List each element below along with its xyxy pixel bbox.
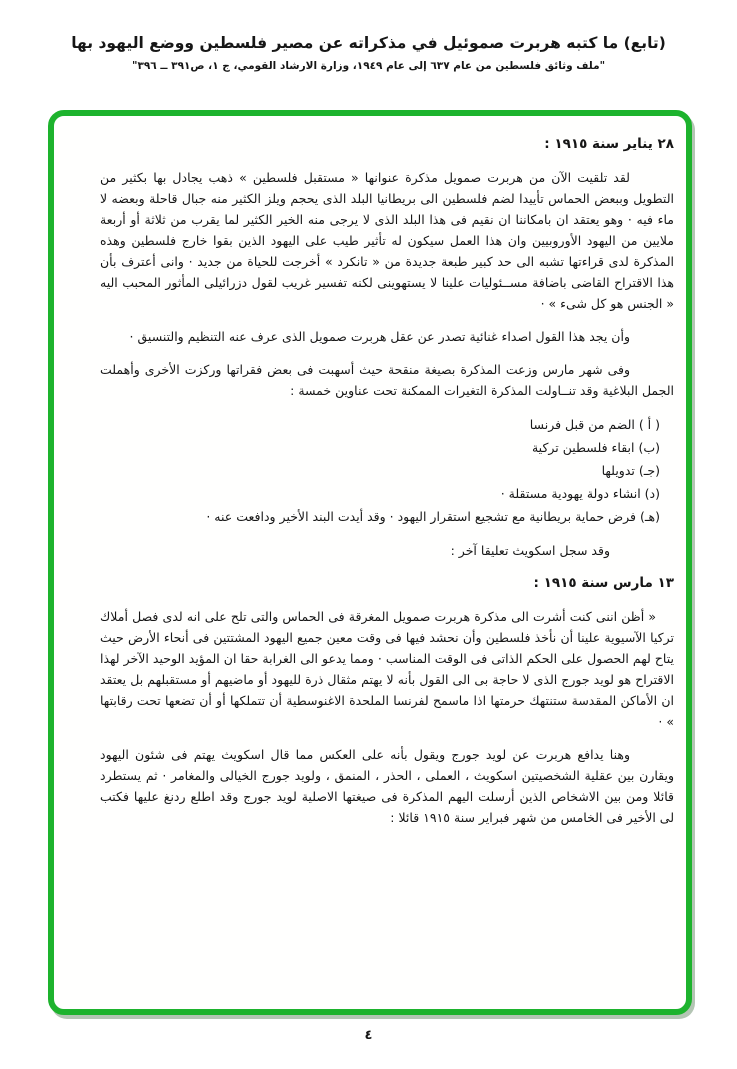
paragraph-memo-received: لقد تلقيت الآن من هربرت صمويل مذكرة عنوانها « مستقبل فلسطين » ذهب يجادل بها بكثير من التطويل وببعض الحماس تأييدا لضم فلسطين الى بريطانيا البلد الذى يحجم ويلز الكثير منه جبال قاحلة وبعضه لا ماء فيه · وهو يعتقد ان بامكاننا ان نقيم فى هذا البلد الذى لا يرجى منه الخير الكثير لما يقرب من ثلاثة أو أربعة ملايين من اليهود الأوروبيين وان هذا العمل سيكون له تأثير طيب على اليهود الذين بقوا خارج فلسطين وهذه المذكرة لدى قراءتها تشبه الى حد كبير طبعة جديدة من « تانكرد » أخرجت للحياة من جديد · وانى أعترف بأن هذا الاقتراح القاضى باضافة مســئوليات علينا لا يستهوينى لكنه تفسير غريب لقول دزرائيلى المأثور المحبب اليه « الجنس هو كل شىء » ·	[100, 170, 674, 311]
section-heading-march-13-1915: ١٣ مارس سنة ١٩١٥ :	[533, 575, 674, 591]
paragraph-lyrical-echoes: وأن يجد هذا القول اصداء غنائية تصدر عن عقل هربرت صمويل الذى عرف عنه التنظيم والتنسيق ·	[129, 329, 630, 344]
section-heading-january-28-1915: ٢٨ يناير سنة ١٩١٥ :	[544, 136, 674, 152]
list-item-annexation-france: ( أ ) الضم من قبل فرنسا	[529, 417, 660, 432]
document-header	[0, 32, 737, 72]
paragraph-asquith-comment: وقد سجل اسكويث تعليقا آخر :	[450, 543, 610, 558]
page-number: ٤	[364, 1028, 373, 1043]
document-title: (تابع) ما كتبه هربرت صموئيل في مذكراته عن مصير فلسطين ووضع اليهود بها	[71, 34, 666, 52]
list-item-remain-turkish: (ب) ابقاء فلسطين تركية	[531, 440, 660, 455]
paragraph-asquith-quote: « أظن اننى كنت أشرت الى مذكرة هربرت صمويل المغرقة فى الحماس والتى تلح على انه لدى فصل أملاك تركيا الآسيوية علينا أن نأخذ فلسطين وأن نحشد فيها فى وقت معين جميع اليهود المشتتين فى أنحاء الأرض حيث يتاح لهم الحصول على الحكم الذاتى فى الوقت المناسب · ومما يدعو الى الغرابة حقا ان المؤيد الوحيد الآخر لهذا الاقتراح هو لويد جورج الذى لا حاجة بى الى القول بأنه لا يهتم مثقال ذرة لليهود أو ماضيهم أو مستقبلهم بل يعتقد ان الأماكن المقدسة ستنتهك حرمتها اذا ماسمح لفرنسا الملحدة الاغنوسطية أن تتملكها أو أن تضعها تحت رقابتها » ·	[100, 609, 674, 729]
list-item-british-protection: (هـ) فرض حماية بريطانية مع تشجيع استقرار اليهود · وقد أيدت البند الأخير ودافعت عنه ·	[206, 509, 660, 524]
paragraph-march-revision: وفى شهر مارس وزعت المذكرة بصيغة منقحة حيث أسهبت فى بعض فقراتها وركزت الأخرى وأهملت الجمل البلاغية وقد تنــاولت المذكرة التغيرات الممكنة تحت عناوين خمسة :	[100, 362, 674, 398]
list-item-internationalization: (جـ) تدويلها	[601, 463, 660, 478]
memo-options-list	[100, 413, 674, 528]
content-frame	[48, 110, 692, 1015]
list-item-jewish-state: (د) انشاء دولة يهودية مستقلة ·	[500, 486, 660, 501]
document-body	[54, 116, 686, 828]
paragraph-herbert-defends-lloyd-george: وهنا يدافع هربرت عن لويد جورج ويقول بأنه على العكس مما قال اسكويث يهتم فى شئون اليهود ويقارن بين عقلية الشخصيتين اسكويث ، العملى ، الحذر ، المنمق ، ولويد جورج الخيالى والمغامر · ثم يستطرد قائلا ومن بين الاشخاص الذين أرسلت اليهم المذكرة فى صيغتها الاصلية لويد جورج وقد اطلع ردنغ عليها فكتب لى الأخير فى الخامس من شهر فبراير سنة ١٩١٥ قائلا :	[100, 747, 674, 825]
source-citation: "ملف وثائق فلسطين من عام ٦٣٧ إلى عام ١٩٤٩، وزارة الارشاد القومي، ج ١، ص٣٩١ ــ ٣٩٦"	[131, 60, 606, 72]
